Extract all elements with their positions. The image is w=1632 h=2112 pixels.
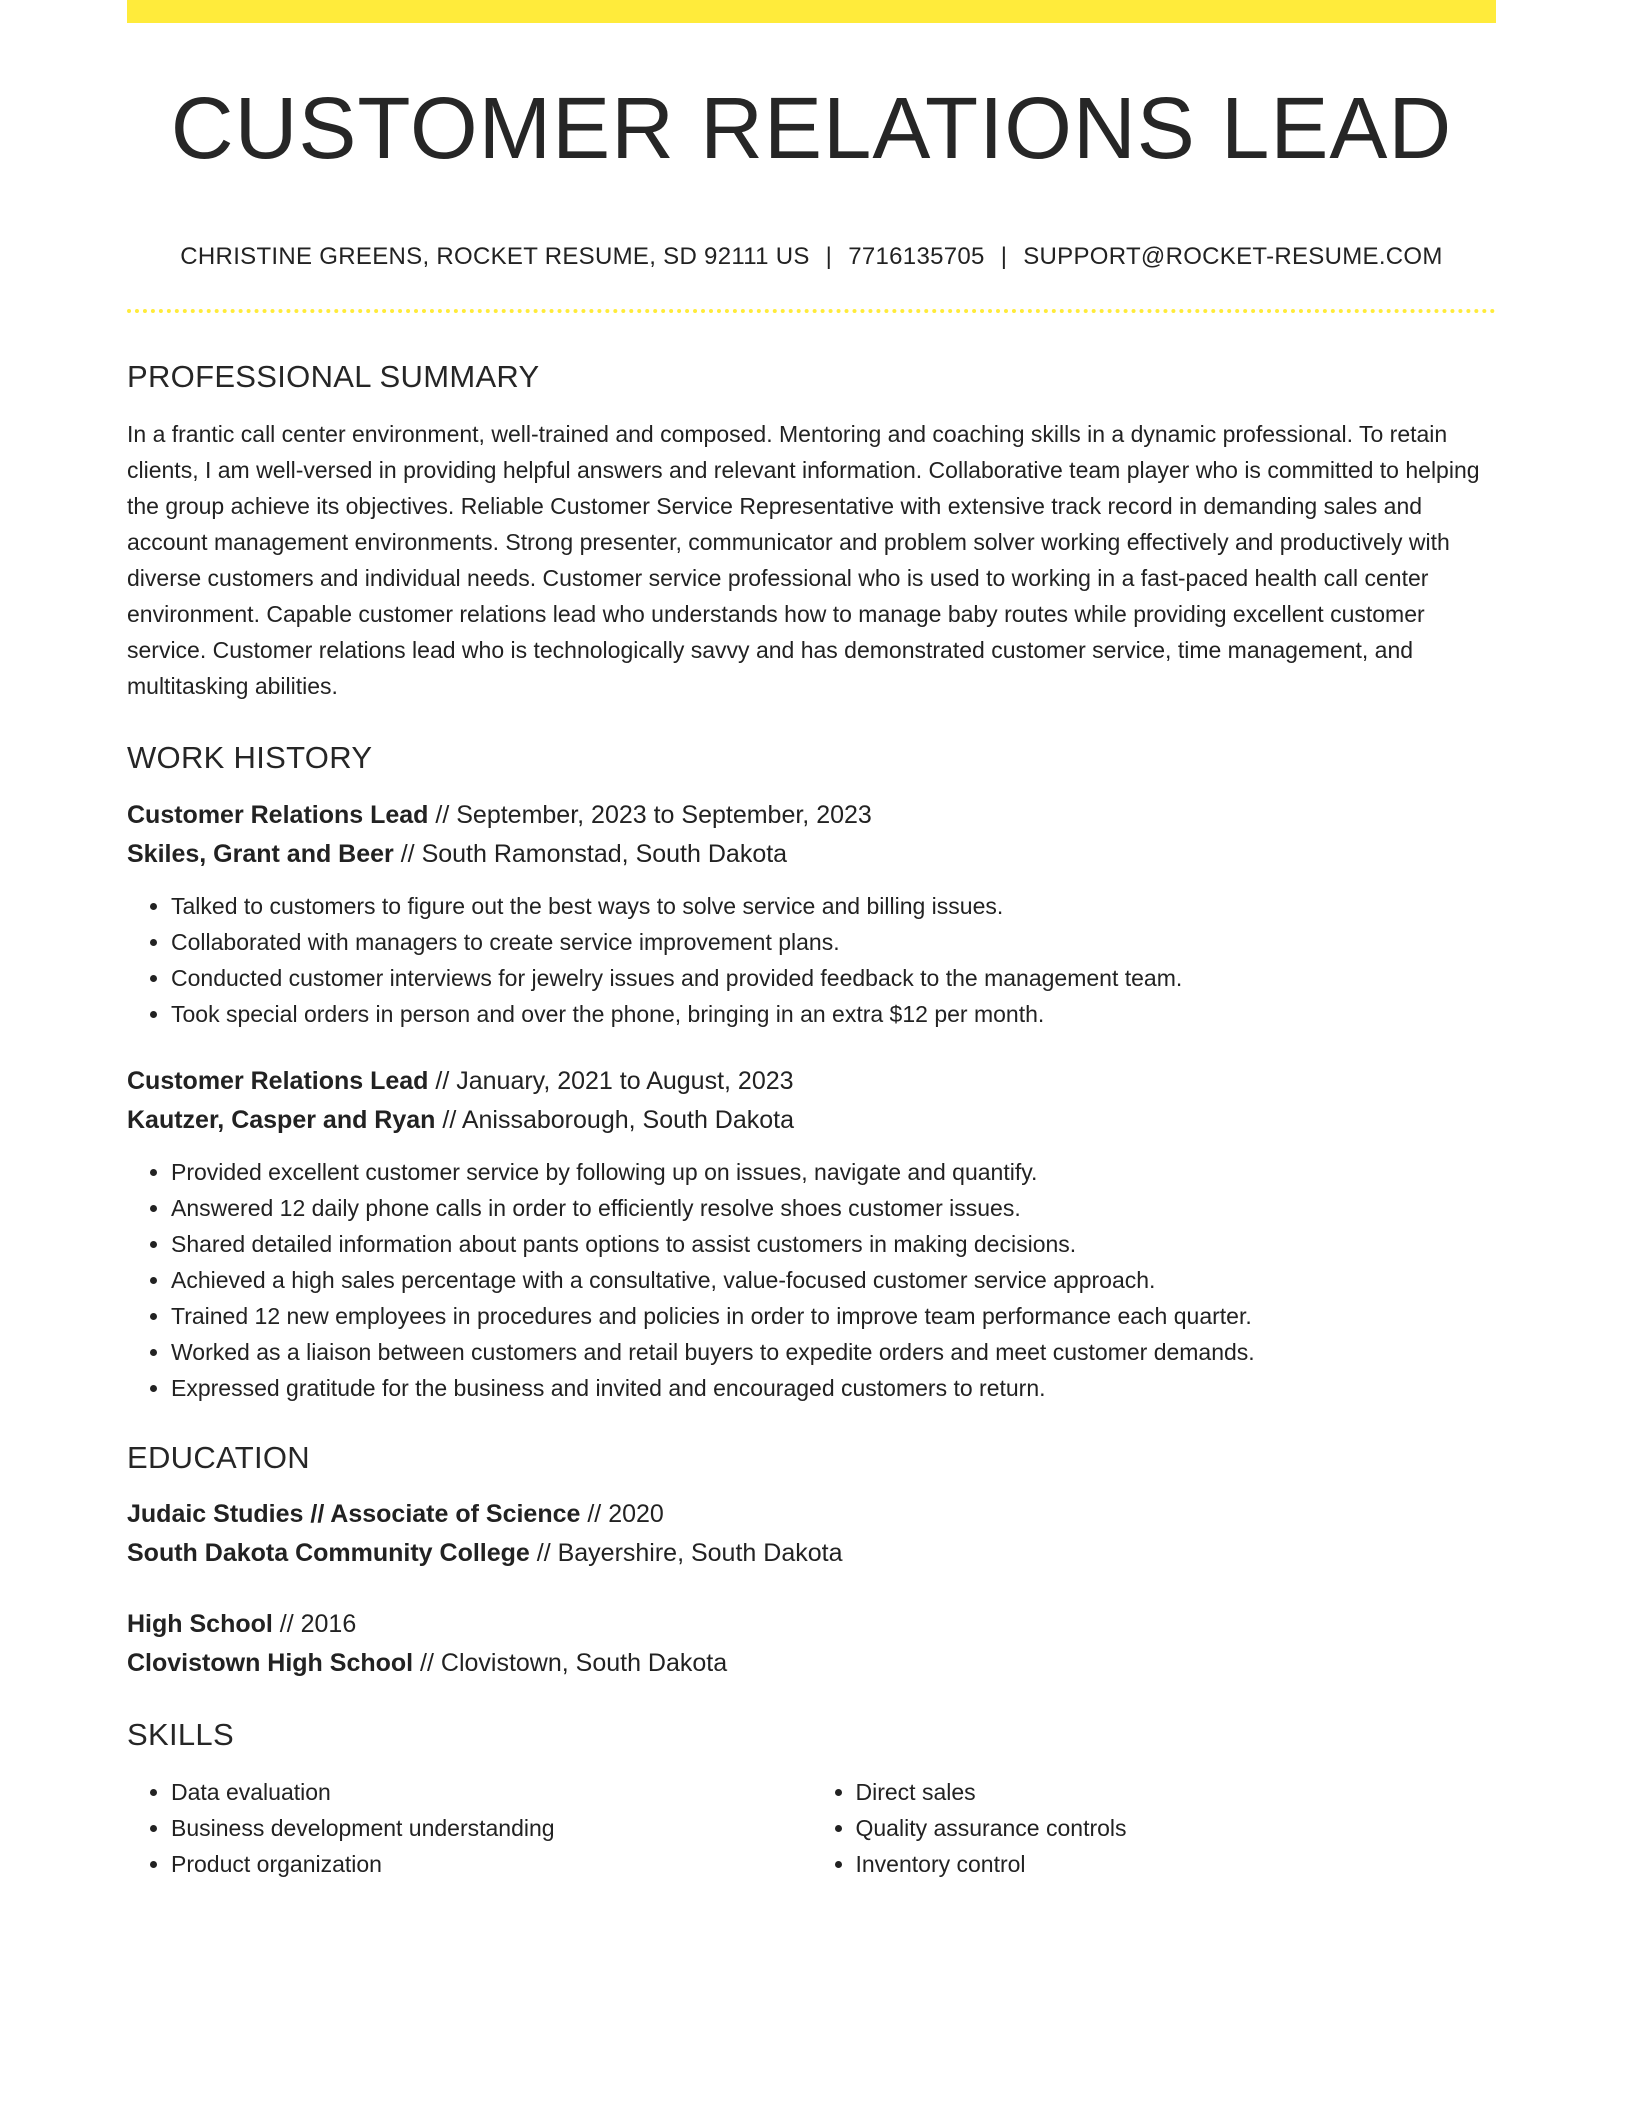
- job-title: Customer Relations Lead: [127, 1067, 429, 1095]
- job-dates: // January, 2021 to August, 2023: [428, 1067, 794, 1095]
- skills-heading: SKILLS: [127, 1717, 234, 1752]
- summary-text: In a frantic call center environment, well-trained and composed. Mentoring and coaching skills in a dynamic professional. To retain clients, I am well-versed in providing helpful answers and relevant information. Collaborative team player who is committed to helping the group achieve its objectives. Reliable Customer Service Representative with extensive track record in demanding sales and account management environments. Strong presenter, communicator and problem solver working effectively and productively with diverse customers and individual needs. Customer service professional who is used to working in a fast-paced health call center environment. Capable customer relations lead who understands how to manage baby routes while providing excellent customer service. Customer relations lead who is technologically savvy and has demonstrated customer service, time management, and multitasking abilities.: [127, 421, 1480, 699]
- job-location: // Anissaborough, South Dakota: [435, 1106, 795, 1134]
- job-location: // South Ramonstad, South Dakota: [393, 840, 788, 868]
- job-bullet: • Shared detailed information about pants options to assist customers in making decisions.: [171, 1226, 1496, 1262]
- education-degree: Judaic Studies // Associate of Science: [127, 1500, 581, 1528]
- job-title-line: [127, 796, 1496, 835]
- job-bullet: • Answered 12 daily phone calls in order to efficiently resolve shoes customer issues.: [171, 1190, 1496, 1226]
- education-school-line: [127, 1644, 1496, 1683]
- job-title-line: [127, 1062, 1496, 1101]
- contact-phone: 7716135705: [848, 243, 985, 270]
- job-entry: [127, 1062, 1496, 1406]
- job-company-line: [127, 1101, 1496, 1140]
- contact-separator: |: [825, 243, 833, 270]
- job-bullets: [127, 888, 1496, 1032]
- education-school: Clovistown High School: [127, 1649, 414, 1677]
- job-bullet: • Collaborated with managers to create service improvement plans.: [171, 924, 1496, 960]
- skill-item: • Business development understanding: [171, 1810, 812, 1846]
- job-bullet: • Took special orders in person and over the phone, bringing in an extra $12 per month.: [171, 996, 1496, 1032]
- work-history-heading: WORK HISTORY: [127, 740, 373, 775]
- skill-item: • Data evaluation: [171, 1774, 812, 1810]
- resume-page: [127, 0, 1496, 1882]
- education-school: South Dakota Community College: [127, 1539, 530, 1567]
- job-dates: // September, 2023 to September, 2023: [428, 801, 872, 829]
- skill-item: • Inventory control: [856, 1846, 1497, 1882]
- skill-item: • Quality assurance controls: [856, 1810, 1497, 1846]
- job-company: Skiles, Grant and Beer: [127, 840, 394, 868]
- resume-title: CUSTOMER RELATIONS LEAD: [170, 80, 1453, 177]
- job-company-line: [127, 835, 1496, 874]
- job-entry: [127, 796, 1496, 1032]
- skills-column-left: [127, 1774, 812, 1882]
- education-heading: EDUCATION: [127, 1440, 310, 1475]
- dotted-divider: [127, 309, 1496, 313]
- skills-column-right: [812, 1774, 1497, 1882]
- education-degree: High School: [127, 1610, 273, 1638]
- contact-address: CHRISTINE GREENS, ROCKET RESUME, SD 92111 US: [180, 243, 810, 270]
- job-bullet: • Conducted customer interviews for jewelry issues and provided feedback to the management team.: [171, 960, 1496, 996]
- contact-email: SUPPORT@ROCKET-RESUME.COM: [1023, 243, 1443, 270]
- accent-bar: [127, 0, 1496, 23]
- education-entry: [127, 1495, 1496, 1573]
- job-bullet: • Talked to customers to figure out the best ways to solve service and billing issues.: [171, 888, 1496, 924]
- job-title: Customer Relations Lead: [127, 801, 429, 829]
- contact-line: [127, 245, 1496, 269]
- job-bullet: • Provided excellent customer service by following up on issues, navigate and quantify.: [171, 1154, 1496, 1190]
- summary-heading: PROFESSIONAL SUMMARY: [127, 359, 540, 394]
- job-bullet: • Achieved a high sales percentage with a consultative, value-focused customer service approach.: [171, 1262, 1496, 1298]
- education-school-line: [127, 1534, 1496, 1573]
- job-bullet: • Trained 12 new employees in procedures and policies in order to improve team performance each quarter.: [171, 1298, 1496, 1334]
- contact-separator: |: [1000, 243, 1008, 270]
- education-year: // 2020: [580, 1500, 664, 1528]
- education-degree-line: [127, 1495, 1496, 1534]
- skill-item: • Product organization: [171, 1846, 812, 1882]
- job-bullet: • Worked as a liaison between customers and retail buyers to expedite orders and meet customer demands.: [171, 1334, 1496, 1370]
- job-bullet: • Expressed gratitude for the business and invited and encouraged customers to return.: [171, 1370, 1496, 1406]
- education-location: // Clovistown, South Dakota: [413, 1649, 728, 1677]
- education-entry: [127, 1605, 1496, 1683]
- job-bullets: [127, 1154, 1496, 1406]
- education-degree-line: [127, 1605, 1496, 1644]
- education-year: // 2016: [272, 1610, 357, 1638]
- skills-grid: [127, 1774, 1496, 1882]
- skill-item: • Direct sales: [856, 1774, 1497, 1810]
- job-company: Kautzer, Casper and Ryan: [127, 1106, 436, 1134]
- education-location: // Bayershire, South Dakota: [529, 1539, 843, 1567]
